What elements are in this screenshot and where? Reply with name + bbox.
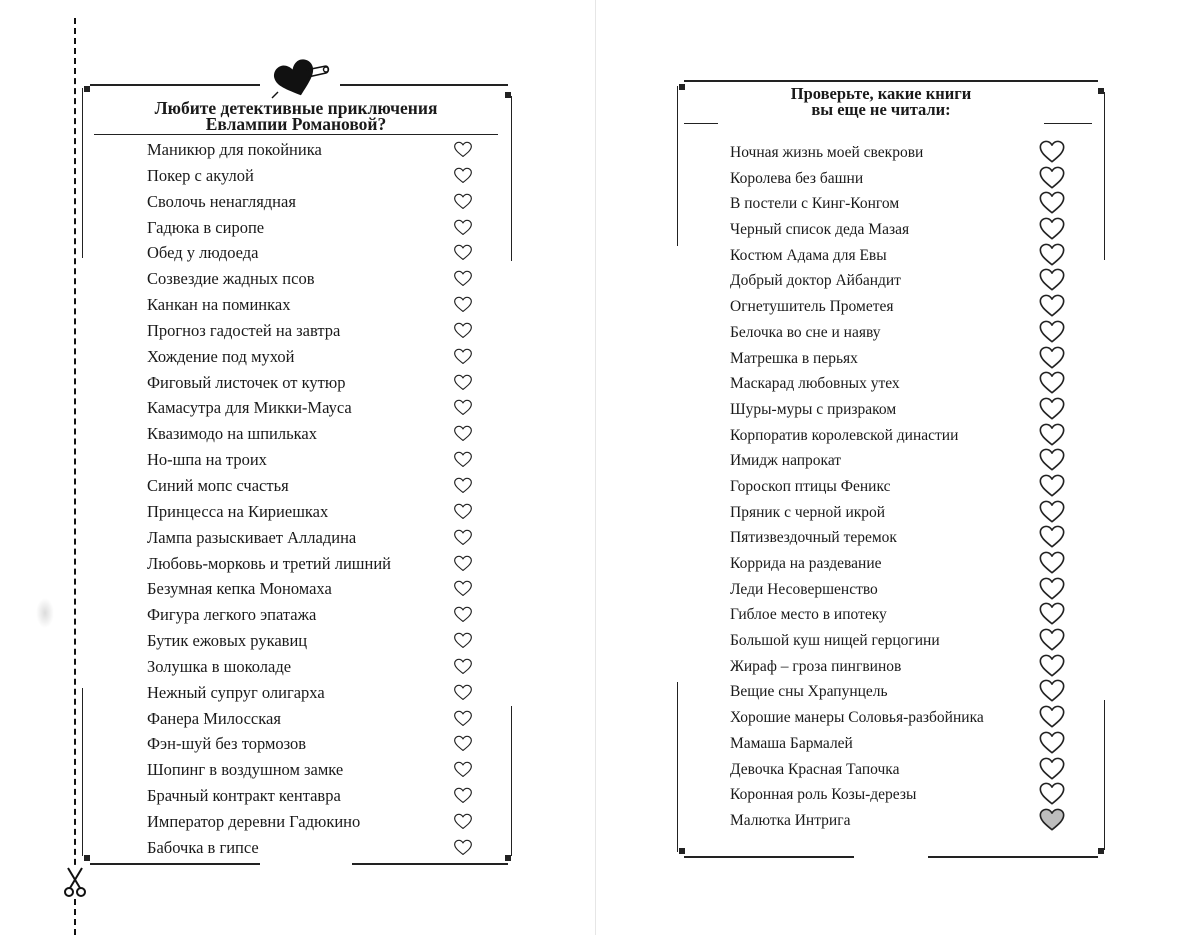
right-book-item [730, 656, 1080, 682]
book-title: Девочка Красная Тапочка [730, 760, 900, 778]
heart-checkbox-icon[interactable] [453, 786, 473, 804]
heart-checkbox-icon[interactable] [453, 579, 473, 597]
right-book-item [730, 707, 1080, 733]
frame-top-right [340, 84, 508, 86]
left-book-item [147, 473, 487, 499]
right-book-item [730, 784, 1080, 810]
right-book-item [730, 296, 1080, 322]
right-book-item [730, 604, 1080, 630]
right-book-item [730, 168, 1080, 194]
book-title: Обед у людоеда [147, 243, 259, 263]
title-underline [94, 134, 498, 135]
frame-corner [1098, 848, 1104, 854]
frame-bottom-right [352, 863, 508, 865]
left-book-item [147, 757, 487, 783]
heart-checkbox-icon[interactable] [1038, 395, 1066, 421]
right-book-item [730, 476, 1080, 502]
heart-checkbox-icon[interactable] [453, 838, 473, 856]
right-title-line-2: вы еще не читали: [811, 100, 951, 119]
heart-checkbox-icon[interactable] [1038, 549, 1066, 575]
frame-corner [84, 86, 90, 92]
right-book-item [730, 527, 1080, 553]
frame-top-left [90, 84, 260, 86]
frame-left-upper [82, 88, 83, 258]
book-title: Корпоратив королевской династии [730, 426, 959, 444]
right-book-item [730, 193, 1080, 219]
left-book-item [147, 421, 487, 447]
heart-checkbox-icon[interactable] [453, 812, 473, 830]
heart-checkbox-icon[interactable] [453, 424, 473, 442]
left-book-item [147, 576, 487, 602]
right-book-item [730, 681, 1080, 707]
heart-checkbox-icon[interactable] [1038, 523, 1066, 549]
heart-checkbox-icon[interactable] [1038, 421, 1066, 447]
heart-checkbox-icon[interactable] [453, 528, 473, 546]
book-title: Матрешка в перьях [730, 349, 858, 367]
frame-corner [505, 855, 511, 861]
left-title-line-2: Евлампии Романовой? [205, 114, 387, 134]
left-panel-title [94, 100, 498, 132]
heart-checkbox-icon[interactable] [1038, 755, 1066, 781]
heart-checkbox-icon[interactable] [1038, 215, 1066, 241]
heart-checkbox-icon[interactable] [1038, 729, 1066, 755]
frame-corner [679, 84, 685, 90]
book-title: Королева без башни [730, 169, 864, 187]
heart-checkbox-icon[interactable] [1038, 138, 1066, 164]
title-underline-right [1044, 123, 1092, 124]
heart-checkbox-icon[interactable] [453, 321, 473, 339]
left-book-item [147, 654, 487, 680]
heart-checkbox-icon[interactable] [1038, 626, 1066, 652]
book-title: Жираф – гроза пингвинов [730, 657, 902, 675]
right-book-item [730, 348, 1080, 374]
book-title: Прогноз гадостей на завтра [147, 320, 341, 340]
right-book-item [730, 399, 1080, 425]
heart-filled-icon[interactable] [1038, 806, 1066, 832]
book-title: Квазимодо на шпильках [147, 424, 317, 444]
right-panel-title [718, 86, 1044, 118]
book-title: Безумная кепка Мономаха [147, 579, 332, 599]
book-title: Белочка во сне и наяву [730, 323, 881, 341]
heart-checkbox-icon[interactable] [453, 373, 473, 391]
book-title: Шопинг в воздушном замке [147, 760, 344, 780]
book-title: В постели с Кинг-Конгом [730, 195, 900, 213]
heart-checkbox-icon[interactable] [1038, 369, 1066, 395]
frame-corner [505, 92, 511, 98]
heart-checkbox-icon[interactable] [453, 295, 473, 313]
heart-checkbox-icon[interactable] [453, 760, 473, 778]
book-title: Пятизвездочный теремок [730, 529, 897, 547]
book-title: Сволочь ненаглядная [147, 191, 296, 211]
book-title: Малютка Интрига [730, 811, 851, 829]
book-title: Мамаша Бармалей [730, 734, 853, 752]
heart-checkbox-icon[interactable] [453, 218, 473, 236]
heart-checkbox-icon[interactable] [453, 450, 473, 468]
right-book-item [730, 579, 1080, 605]
left-book-item [147, 137, 487, 163]
left-book-item [147, 628, 487, 654]
heart-checkbox-icon[interactable] [453, 605, 473, 623]
left-book-item [147, 318, 487, 344]
left-book-item [147, 835, 487, 861]
heart-checkbox-icon[interactable] [453, 554, 473, 572]
heart-checkbox-icon[interactable] [453, 347, 473, 365]
left-book-item [147, 499, 487, 525]
heart-checkbox-icon[interactable] [453, 140, 473, 158]
book-title: Вещие сны Храпунцель [730, 683, 888, 701]
heart-checkbox-icon[interactable] [453, 502, 473, 520]
heart-checkbox-icon[interactable] [1038, 241, 1066, 267]
left-book-item [147, 370, 487, 396]
book-title: Пряник с черной икрой [730, 503, 886, 521]
frame-left-lower [82, 688, 83, 856]
book-title: Император деревни Гадюкино [147, 811, 361, 831]
cut-line [74, 18, 76, 935]
frame-right-upper [511, 96, 512, 261]
left-book-item [147, 809, 487, 835]
right-book-item [730, 373, 1080, 399]
heart-checkbox-icon[interactable] [1038, 344, 1066, 370]
title-underline-left [684, 123, 718, 124]
book-title: Покер с акулой [147, 165, 254, 185]
book-title: Брачный контракт кентавра [147, 786, 341, 806]
book-title: Гороскоп птицы Феникс [730, 477, 891, 495]
left-book-item [147, 447, 487, 473]
book-title: Любовь-морковь и третий лишний [147, 553, 391, 573]
left-book-item [147, 731, 487, 757]
book-title: Созвездие жадных псов [147, 269, 315, 289]
right-book-item [730, 450, 1080, 476]
heart-checkbox-icon[interactable] [1038, 652, 1066, 678]
left-book-item [147, 344, 487, 370]
heart-checkbox-icon[interactable] [1038, 703, 1066, 729]
left-book-item [147, 266, 487, 292]
heart-checkbox-icon[interactable] [1038, 780, 1066, 806]
book-title: Бабочка в гипсе [147, 837, 259, 857]
frame-corner [1098, 88, 1104, 94]
frame-bottom-right [928, 856, 1098, 858]
book-title: Коррида на раздевание [730, 555, 882, 572]
left-book-list [147, 137, 487, 861]
book-title: Но-шпа на троих [147, 450, 267, 470]
book-title: Лампа разыскивает Алладина [147, 527, 357, 547]
heart-checkbox-icon[interactable] [453, 631, 473, 649]
heart-pin-logo-icon [270, 58, 330, 100]
book-title: Маскарад любовных утех [730, 375, 900, 393]
right-book-item [730, 142, 1080, 168]
heart-checkbox-icon[interactable] [1038, 318, 1066, 344]
heart-checkbox-icon[interactable] [453, 192, 473, 210]
left-book-item [147, 163, 487, 189]
page-smudge [36, 598, 54, 628]
book-title: Камасутра для Микки-Мауса [147, 398, 352, 418]
book-title: Фиговый листочек от кутюр [147, 372, 346, 392]
frame-corner [679, 848, 685, 854]
right-book-item [730, 219, 1080, 245]
book-title: Принцесса на Кириешках [147, 501, 329, 521]
heart-checkbox-icon[interactable] [1038, 472, 1066, 498]
book-title: Фэн-шуй без тормозов [147, 734, 307, 754]
right-book-item [730, 322, 1080, 348]
book-title: Костюм Адама для Евы [730, 246, 887, 264]
book-title: Коронная роль Козы-дерезы [730, 786, 917, 804]
left-book-item [147, 525, 487, 551]
book-title: Хождение под мухой [147, 346, 295, 366]
right-book-item [730, 270, 1080, 296]
book-title: Огнетушитель Прометея [730, 298, 894, 316]
left-book-item [147, 240, 487, 266]
book-title: Шуры-муры с призраком [730, 400, 897, 418]
heart-checkbox-icon[interactable] [1038, 446, 1066, 472]
frame-bottom-left [90, 863, 260, 865]
heart-checkbox-icon[interactable] [453, 243, 473, 261]
book-title: Черный список деда Мазая [730, 221, 910, 239]
book-title: Золушка в шоколаде [147, 656, 292, 676]
left-book-item [147, 602, 487, 628]
right-book-list [730, 142, 1080, 836]
frame-left-lower [677, 682, 678, 852]
book-title: Канкан на поминках [147, 295, 291, 315]
heart-checkbox-icon[interactable] [453, 657, 473, 675]
heart-checkbox-icon[interactable] [1038, 498, 1066, 524]
heart-checkbox-icon[interactable] [1038, 677, 1066, 703]
right-book-item [730, 759, 1080, 785]
heart-checkbox-icon[interactable] [1038, 292, 1066, 318]
book-title: Бутик ежовых рукавиц [147, 631, 308, 651]
left-book-item [147, 395, 487, 421]
left-book-item [147, 189, 487, 215]
right-book-item [730, 425, 1080, 451]
left-book-item [147, 783, 487, 809]
frame-right-lower [511, 706, 512, 856]
heart-checkbox-icon[interactable] [453, 269, 473, 287]
right-book-item [730, 810, 1080, 836]
book-title: Фигура легкого эпатажа [147, 605, 317, 625]
heart-checkbox-icon[interactable] [1038, 189, 1066, 215]
frame-corner [84, 855, 90, 861]
heart-checkbox-icon[interactable] [1038, 164, 1066, 190]
heart-checkbox-icon[interactable] [453, 709, 473, 727]
frame-bottom-left [684, 856, 854, 858]
left-book-item [147, 215, 487, 241]
heart-checkbox-icon[interactable] [453, 683, 473, 701]
left-book-item [147, 680, 487, 706]
book-title: Большой куш нищей герцогини [730, 632, 940, 650]
frame-right-upper [1104, 92, 1105, 260]
frame-right-lower [1104, 700, 1105, 850]
heart-checkbox-icon[interactable] [1038, 266, 1066, 292]
page-spine [595, 0, 596, 935]
book-title: Ночная жизнь моей свекрови [730, 144, 924, 161]
book-title: Хорошие манеры Соловья-разбойника [730, 709, 984, 727]
right-book-item [730, 630, 1080, 656]
scissors-icon [62, 866, 88, 898]
book-title: Леди Несовершенство [730, 580, 878, 598]
book-title: Синий мопс счастья [147, 475, 289, 495]
heart-checkbox-icon[interactable] [453, 398, 473, 416]
left-book-item [147, 706, 487, 732]
heart-checkbox-icon[interactable] [453, 166, 473, 184]
heart-checkbox-icon[interactable] [1038, 575, 1066, 601]
book-title: Нежный супруг олигарха [147, 682, 325, 702]
right-book-item [730, 553, 1080, 579]
left-title-line-1: Любите детективные приключения [154, 98, 438, 118]
book-title: Маникюр для покойника [147, 140, 322, 159]
right-title-line-1: Проверьте, какие книги [790, 84, 972, 103]
heart-checkbox-icon[interactable] [1038, 600, 1066, 626]
right-book-item [730, 502, 1080, 528]
heart-checkbox-icon[interactable] [453, 734, 473, 752]
heart-checkbox-icon[interactable] [453, 476, 473, 494]
book-title: Фанера Милосская [147, 708, 281, 728]
book-title: Имидж напрокат [730, 452, 842, 470]
frame-left-upper [677, 86, 678, 246]
book-title: Добрый доктор Айбандит [730, 272, 901, 290]
left-book-item [147, 551, 487, 577]
right-book-item [730, 733, 1080, 759]
right-book-item [730, 245, 1080, 271]
book-title: Гиблое место в ипотеку [730, 606, 887, 624]
frame-top [684, 80, 1098, 82]
left-book-item [147, 292, 487, 318]
book-title: Гадюка в сиропе [147, 217, 265, 237]
